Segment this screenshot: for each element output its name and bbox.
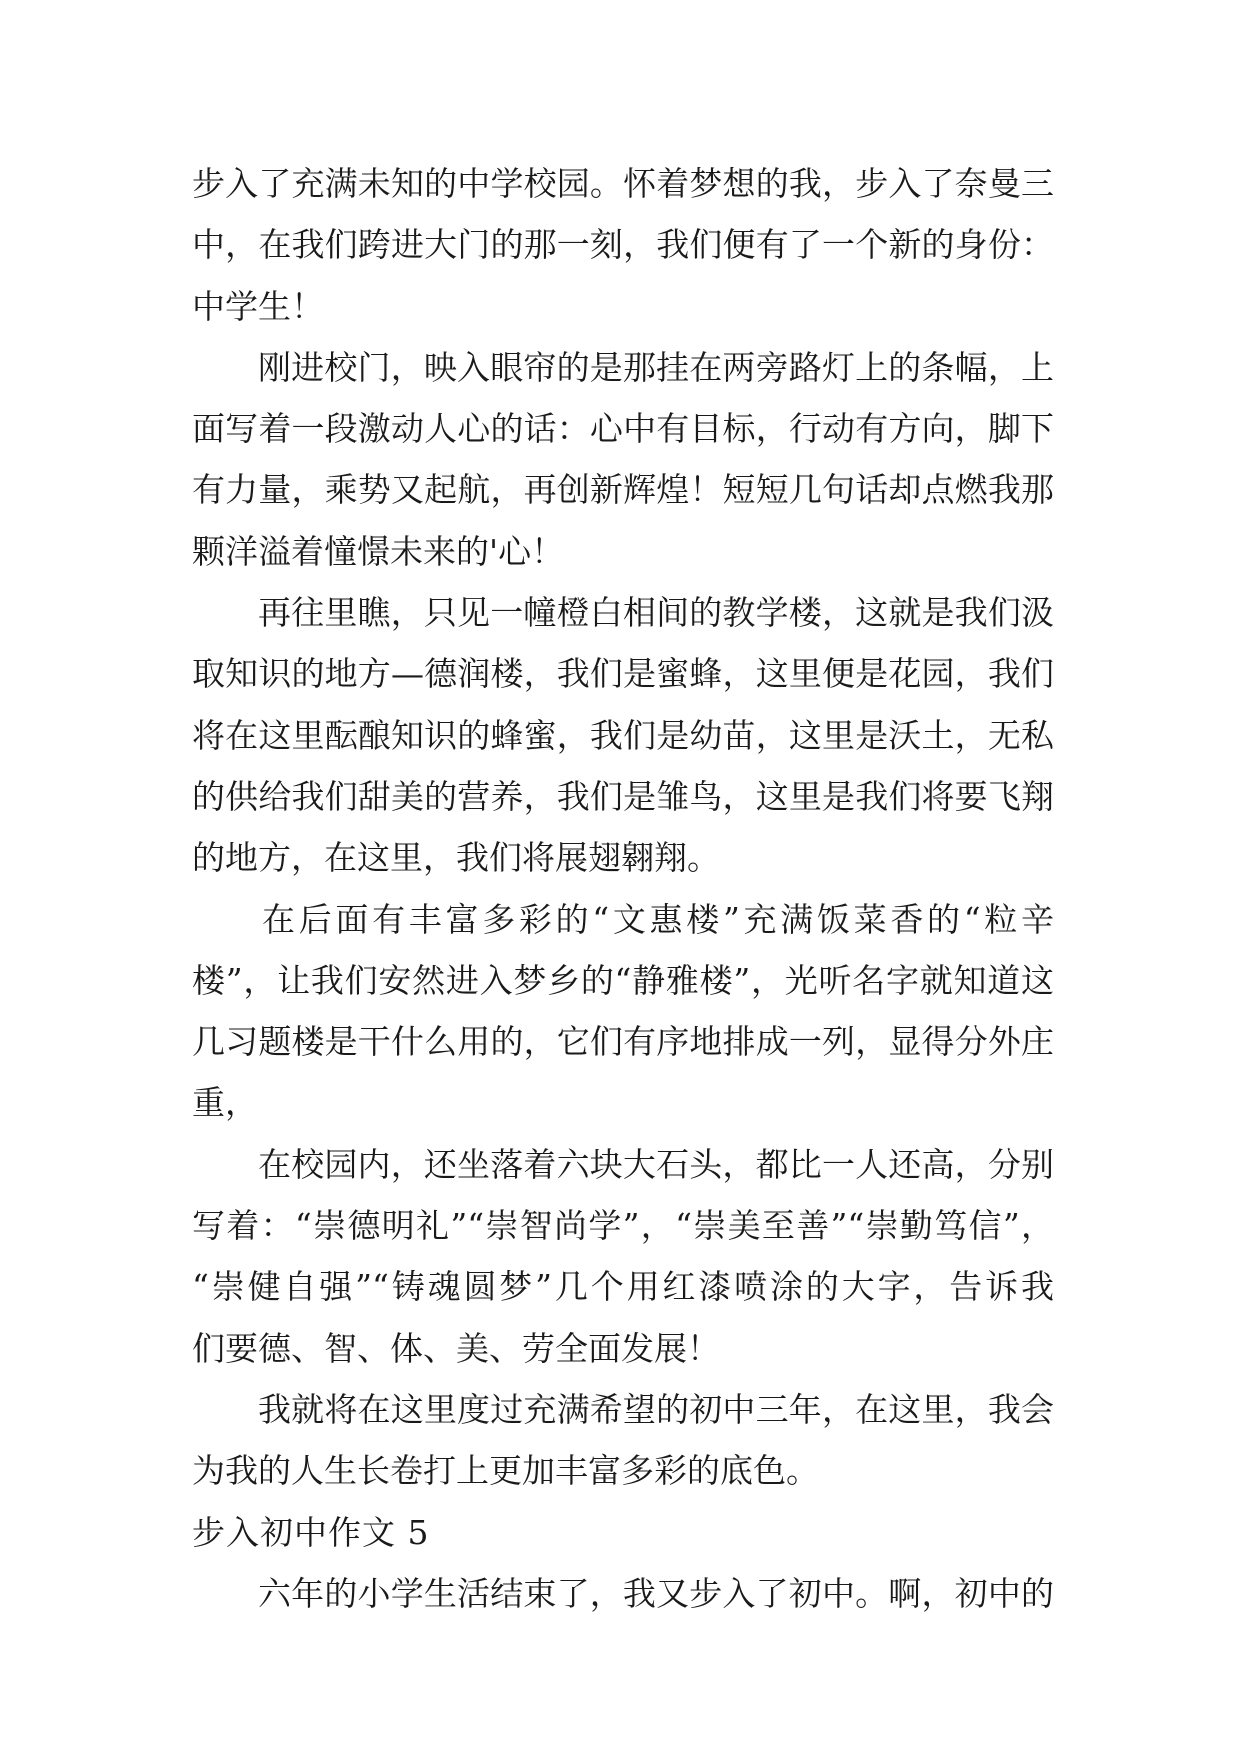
text-line: 的地方，在这里，我们将展翅翱翔。 xyxy=(192,838,720,878)
text-line: 几习题楼是干什么用的，它们有序地排成一列，显得分外庄 xyxy=(192,1022,1054,1062)
text-line: 楼”，让我们安然进入梦乡的“静雅楼”，光听名字就知道这 xyxy=(192,960,1054,1000)
text-line: 中学生！ xyxy=(192,286,324,326)
text-line: 颗洋溢着憧憬未来的'心！ xyxy=(192,531,565,571)
text-line: 面写着一段激动人心的话：心中有目标，行动有方向，脚下 xyxy=(192,409,1054,449)
text-line: 在校园内，还坐落着六块大石头，都比一人还高，分别 xyxy=(258,1144,1054,1184)
text-line: 再往里瞧，只见一幢橙白相间的教学楼，这就是我们汲 xyxy=(258,593,1054,633)
text-line: 有力量，乘势又起航，再创新辉煌！短短几句话却点燃我那 xyxy=(192,470,1054,510)
text-line: 中，在我们跨进大门的那一刻，我们便有了一个新的身份： xyxy=(192,225,1054,265)
paragraph xyxy=(192,337,1054,582)
paragraph xyxy=(192,582,1054,888)
text-line: 为我的人生长卷打上更加丰富多彩的底色。 xyxy=(192,1451,819,1491)
section-heading: 步入初中作文 5 xyxy=(192,1512,430,1552)
text-line: “崇健自强”“铸魂圆梦”几个用红漆喷涂的大字，告诉我 xyxy=(192,1267,1054,1307)
text-line: 将在这里酝酿知识的蜂蜜，我们是幼苗，这里是沃土，无私 xyxy=(192,715,1054,755)
text-line: 六年的小学生活结束了，我又步入了初中。啊，初中的 xyxy=(258,1573,1054,1613)
paragraph xyxy=(192,889,1054,1134)
text-line: 写着：“崇德明礼”“崇智尚学”，“崇美至善”“崇勤笃信”， xyxy=(192,1206,1054,1246)
text-line: 们要德、智、体、美、劳全面发展！ xyxy=(192,1328,720,1368)
paragraph xyxy=(192,1379,1054,1502)
text-line: 取知识的地方—德润楼，我们是蜜蜂，这里便是花园，我们 xyxy=(192,654,1054,694)
document-body xyxy=(192,153,1054,1624)
text-line: 步入了充满未知的中学校园。怀着梦想的我，步入了奈曼三 xyxy=(192,164,1054,203)
text-line: 重， xyxy=(192,1083,258,1123)
paragraph xyxy=(192,1134,1054,1379)
text-line: 刚进校门，映入眼帘的是那挂在两旁路灯上的条幅，上 xyxy=(258,347,1054,387)
text-line: 在后面有丰富多彩的“文惠楼”充满饭菜香的“粒辛 xyxy=(262,899,1054,939)
text-line: 的供给我们甜美的营养，我们是雏鸟，这里是我们将要飞翔 xyxy=(192,776,1054,816)
text-line: 我就将在这里度过充满希望的初中三年，在这里，我会 xyxy=(258,1389,1054,1429)
paragraph xyxy=(192,153,1054,337)
